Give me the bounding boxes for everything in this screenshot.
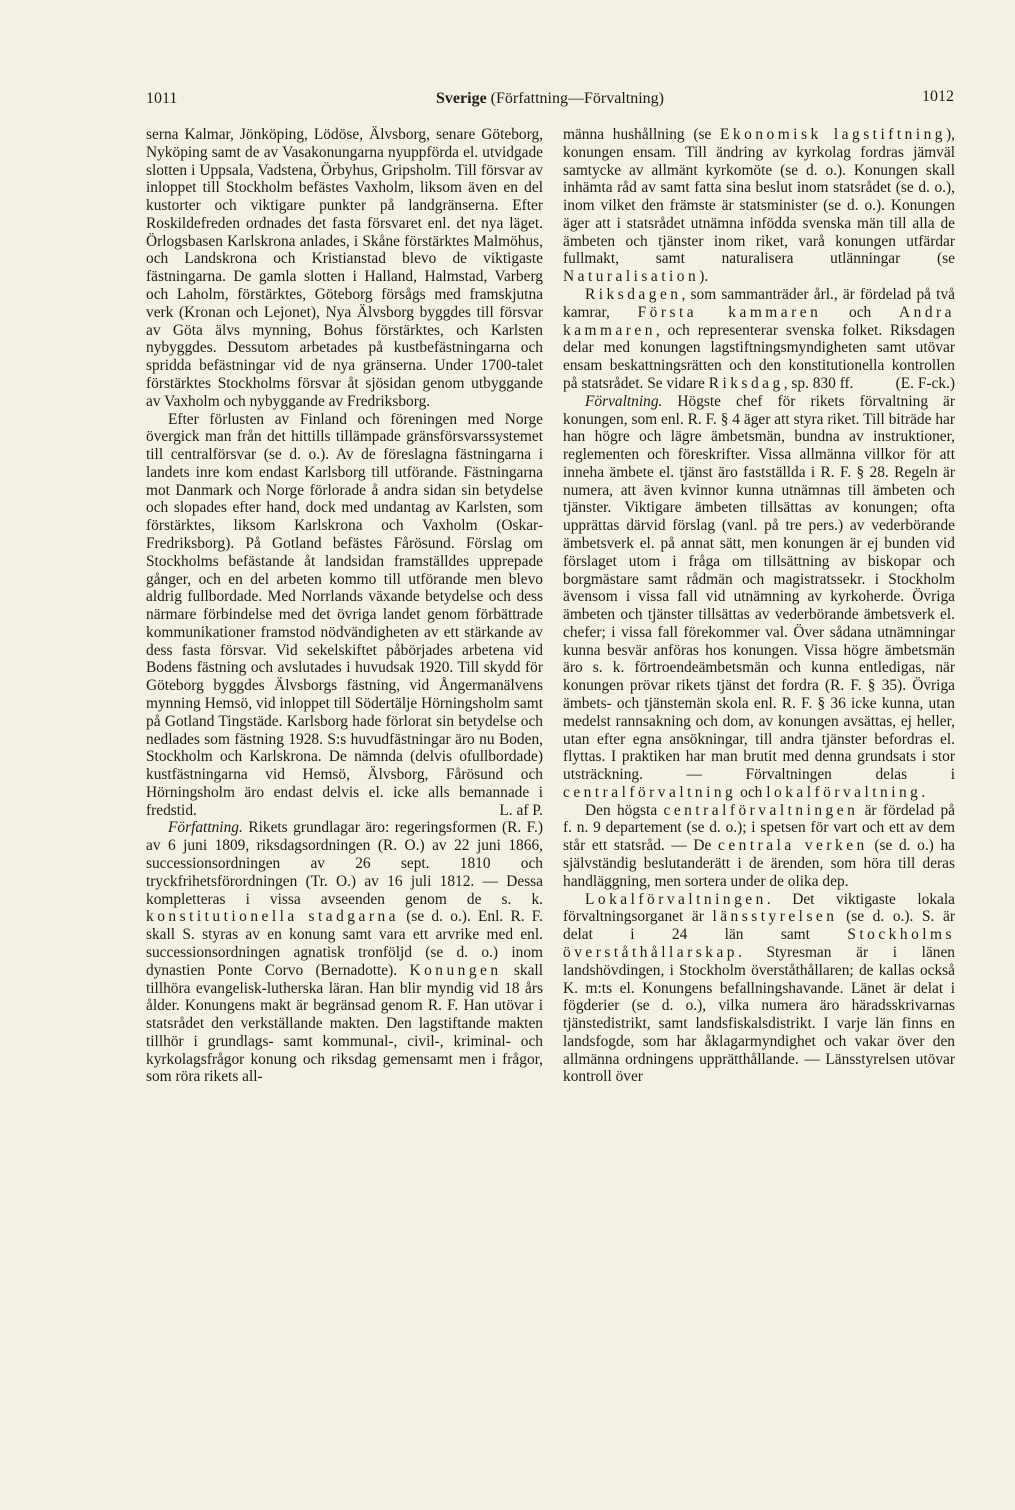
central-text-b: är fördelad på f. n. 9 departement (se d. o.); i spetsen för vart och ett av dem står ett statsråd. — De <box>563 801 955 855</box>
term-centralforvaltningen: centralförvaltningen <box>663 801 859 819</box>
local-text-c: . Styresman är i länen landshövdingen, i Stockholm överståthållaren; de kallas också K. m:ts el. Konungens befallningshavande. Länet är delat i fögderier (se d. o.), vilka numera äro häradsskrivarnas tjänstedistrikt, samt landsfiskalsdistrikt. I varje län finns en landsfogde, som har åklagarmyndighet och vakar över den allmänna ordningens upprätthållande. — Länsstyrelsen utövar kontroll över <box>563 943 955 1086</box>
running-title-keyword: Sverige <box>436 90 487 107</box>
administration-text-a: Högste chef för rikets förvaltning är konungen, som enl. R. F. § 4 äger att styra riket. Till biträde har han högre och lägre ämbetsmän, bundna av instruktioner, reglementen och föreskrifter. Vissa allmänna villkor för att inneha ämbete el. tjänst äro fastställda i R. F. § 28. Regeln är numera, att även kvinnor kunna utnämnas till ämbeten och tjänster. Viktigare ämbeten tillsättas av konungen; ofta upprättas därvid förslag (vanl. på tre pers.) av vederbörande ämbetsverk el. på annat sätt, men konungen är ej bunden vid förslaget utom i fråga om tillsättning av biskopar och borgmästare samt rådmän och magistratssekr. i Stockholm ävensom i vissa fall vid utnämning av kyrkoherde. Övriga ämbeten och tjänster tillsättas av vederbörande ämbetsverk el. chefer; i vissa fall förekommer val. Över sådana utnämningar kunna besvär anföras hos konungen. Vissa högre ämbetsmän äro s. k. förtroendeämbetsmän och kunna entledigas, när konungen prövar rikets tjänst det fordra (R. F. § 35). Övriga ämbets- och tjänstemän skola enl. R. F. § 36 icke kunna, utan medelst rannsakning och dom, av konungen avsättas, ej heller, utan efter egna ansökningar, till andra tjänster befordras el. flyttas. I praktiken har man brutit med denna grundsats i stor utsträckning. — Förvaltningen delas i <box>563 392 955 784</box>
term-konstitutionella-stadgarna: konstitutionella stadgarna <box>146 908 399 926</box>
paragraph-administration <box>563 393 955 802</box>
local-text-a: . Det viktigaste lokala förvaltningsorganet är <box>563 890 955 926</box>
riksdag-text-b: och <box>849 303 872 321</box>
constitution-text-c: skall tillhöra evangelisk-lutherska läran. Han blir myndig vid 18 års ålder. Konungens makt är begränsad genom R. F. Han utövar i statsrådet den verkställande makten. Den lagstiftande makten tillhör i grundlags- samt kommunal-, civil-, kriminal- och kyrkolagsfrågor konung och riksdag gemensamt men i frågor, som röra rikets all- <box>146 961 543 1086</box>
section-heading-forfattning: Författning. <box>168 819 243 837</box>
riksdag-text-a: , som sammanträder årl., är fördelad på två kamrar, <box>563 286 955 321</box>
term-stockholms-overstathallarskap: Stockholms överståthållarskap <box>563 926 955 961</box>
page-number-left: 1011 <box>146 90 178 107</box>
administration-text-b: och <box>740 783 763 801</box>
paragraph-defense-history: serna Kalmar, Jönköping, Lödöse, Älvsborg, senare Göteborg, Nyköping samt de av Vasakonungarna nyuppförda el. utvidgade slotten i Uppsala, Vadstena, Örbyhus, Gripsholm. Till försvar av inloppet till Stockholm befästes Vaxholm, liksom även en del kustorter och viktigare punkter på landgränserna. Efter Roskildefreden ordnades det fasta försvaret enl. det nya läget. Örlogsbasen Karlskrona anlades, i Skåne förstärktes Malmöhus, och Landskrona och Kristianstad blevo de viktigaste fästningarna. De gamla slotten i Halland, Halmstad, Varberg och Laholm, förstärktes, Göteborg försågs med framskjutna verk (Kronan och Lejonet), Nya Älvsborg byggdes till försvar av Göta älvs mynning, Bohus förstärktes, och Karlsten nybyggdes. Dessutom arbetades på kustbefästningarna och spridda befästningar vid de nya gränserna. Under 1700-talet förstärktes Stockholms försvar åt sjösidan genom utbyggande av Vaxholm och nybyggande av Fredriksborg. <box>146 126 543 410</box>
paragraph-central-defense <box>146 411 543 820</box>
paragraph-central-defense-text: Efter förlusten av Finland och föreningen med Norge övergick man från det hittills tillämpade gränsförsvarssystemet till centralförsvar (se d. o.). Av de föreslagna fästningarna i landets inre kom endast Karlsborg till utförande. Fästningarna mot Danmark och Norge förlorade å andra sidan sin betydelse och slopades efter hand, dock med undantag av Karlsten, som förstärktes, liksom Karlskrona och Vaxholm (Oskar-Fredriksborg). På Gotland befästes Fårösund. Förslag om Stockholms befästande åt landsidan framställdes upprepade gånger, och en del arbeten kommo till utförande men blevo aldrig fullbordade. Med Norrlands växande betydelse och dess närmare förbindelse med det övriga landet genom förbättrade kommunikationer framstod nödvändigheten av ett stärkande av dess fasta försvar. Vid sekelskiftet påbörjades arbetena vid Bodens fästning och avslutades i huvudsak 1920. Till skydd för Göteborg byggdes Älvsborgs fästning, vid Ångermanälvens mynning Hemsö, vid inloppet till Södertälje Hörningsholm samt på Gotland Tingstäde. Karlsborg hade förlorat sin betydelse och nedlades som fästning 1928. S:s huvudfästningar äro nu Boden, Stockholm och Karlskrona. De nämnda (delvis ofullbordade) kustfästningarna vid Hemsö, Älvsborg, Fårösund och Hörningsholm äro endast delvis el. icke alls bemannade i fredstid. <box>146 410 543 819</box>
paragraph-economic-legislation <box>563 126 955 286</box>
term-lokalforvaltningen: Lokalförvaltningen <box>585 890 767 908</box>
term-centralforvaltning: centralförvaltning <box>563 783 737 801</box>
running-title <box>146 90 954 108</box>
term-konungen: Konungen <box>409 961 502 979</box>
paragraph-local-administration <box>563 891 955 1087</box>
constitution-text-b: (se d. o.). Enl. R. F. skall S. styras av en konung samt vara ett arvrike med enl. successionsordningen agnatisk tronföljd (se d. o.) inom dynastien Ponte Corvo (Bernadotte). <box>146 908 543 979</box>
left-column <box>146 126 543 1406</box>
term-lokalforvaltning: lokalförvaltning <box>766 783 922 801</box>
central-text-c: (se d. o.) ha självständig beslutanderätt i de ärenden, som höra till deras handläggning, men sortera under de olika dep. <box>563 837 955 890</box>
term-ekonomisk-lagstiftning: Ekonomisk lagstiftning <box>720 126 946 143</box>
term-forsta-kammaren: Första kammaren <box>637 303 822 321</box>
right-column <box>563 126 955 1406</box>
paragraph-constitution <box>146 819 543 1086</box>
riksdag-text-c: , och representerar svenska folket. Riksdagen delar med konungen lagstiftningsmyndigheten samt utövar ensam beskattningsrätten och den konstitutionella kontrollen på statsrådet. Se vidare <box>563 321 955 392</box>
running-title-subtitle: (Författning—Förvaltning) <box>490 90 664 107</box>
economy-text-c: ). <box>699 268 709 286</box>
term-naturalisation: Naturalisation <box>563 268 700 286</box>
page-number-right: 1012 <box>922 88 954 105</box>
term-centrala-verken: centrala verken <box>718 837 868 855</box>
term-riksdagen: Riksdagen <box>585 286 682 304</box>
term-lansstyrelsen: länsstyrelsen <box>712 908 838 926</box>
economy-text-b: ), konungen ensam. Till ändring av kyrkolag fordras jämväl samtycke av allmänt kyrkomöte (se d. o.). Konungen skall inhämta råd av samt fatta sina beslut inom statsrådet (se d. o.), inom vilket den främste är statsminister (se d. o.). Konungen äger att i statsrådet utnämna infödda svenska män till alla de ämbeten och tjänster inom riket, varå konungen utfärdar fullmakt, samt naturalisera utlänningar (se <box>563 126 955 268</box>
running-header <box>146 88 954 116</box>
constitution-text-a: Rikets grundlagar äro: regeringsformen (R. F.) av 6 juni 1809, riksdagsordningen (R. O.) av 22 juni 1866, successionsordningen av 26 sept. 1810 och tryckfrihetsförordningen (Tr. O.) av 16 juli 1812. — Dessa kompletteras i vissa avseenden genom de s. k. <box>146 819 543 908</box>
administration-text-c: . <box>921 783 926 801</box>
economy-text-a: männa hushållning (se <box>563 126 712 143</box>
author-signature-2: (E. F-ck.) <box>895 374 955 392</box>
paragraph-riksdag <box>563 286 955 393</box>
riksdag-text-d: , sp. 830 ff. <box>783 374 854 392</box>
paragraph-central-administration <box>563 802 955 891</box>
term-andra-kammaren: Andra kammaren <box>563 303 955 339</box>
author-signature: L. af P. <box>499 801 543 819</box>
term-riksdag: Riksdag <box>708 374 784 392</box>
central-text-a: Den högsta <box>585 801 658 819</box>
section-heading-forvaltning: Förvaltning. <box>585 392 663 410</box>
local-text-b: (se d. o.). S. är delat i 24 län samt <box>563 908 955 944</box>
